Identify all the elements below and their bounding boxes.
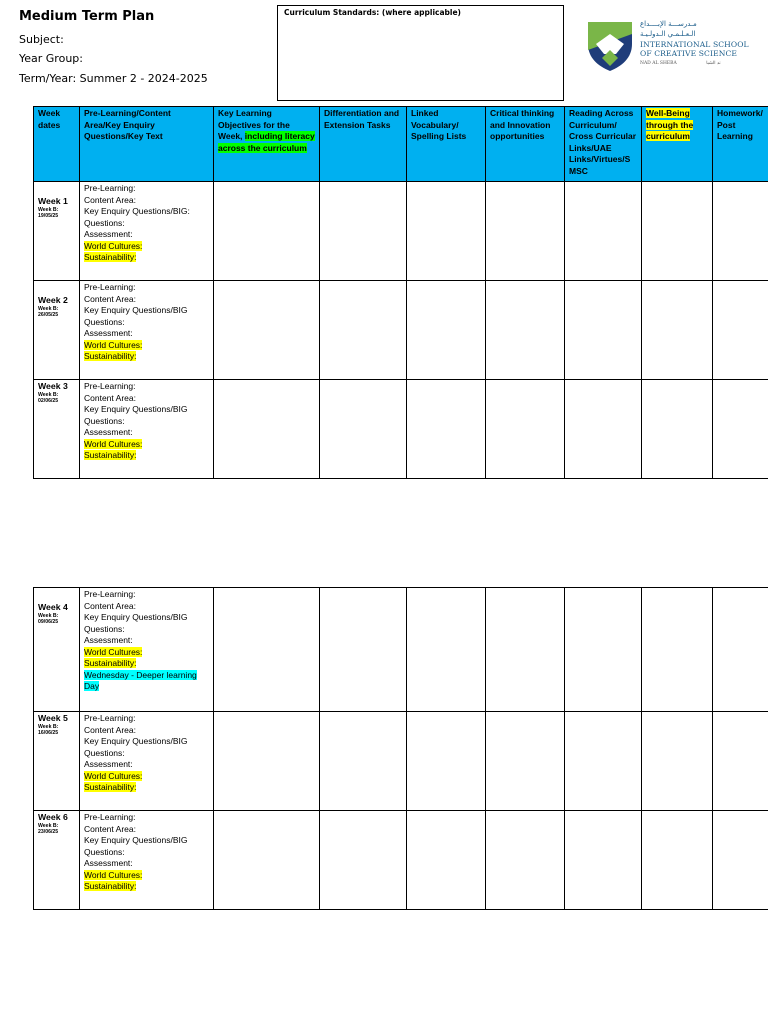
objectives-cell[interactable] bbox=[214, 380, 320, 479]
pre-learning-text: Pre-Learning: bbox=[84, 282, 136, 292]
enquiry-text-2: Questions: bbox=[84, 846, 125, 857]
content-area-text: Content Area: bbox=[84, 392, 136, 403]
subject-label: Subject: bbox=[19, 33, 64, 46]
enquiry-text-2: Questions: bbox=[84, 747, 125, 758]
col-critical-thinking: Critical thinking and Innovation opportunities bbox=[486, 107, 565, 182]
week-label: Week B: bbox=[38, 724, 59, 730]
differentiation-cell[interactable] bbox=[320, 712, 407, 811]
enquiry-text-2: Questions: bbox=[84, 316, 125, 327]
pre-learning-cell[interactable] bbox=[80, 811, 214, 910]
objectives-cell[interactable] bbox=[214, 281, 320, 380]
sustainability-text: Sustainability: bbox=[84, 881, 137, 891]
critical-thinking-cell[interactable] bbox=[486, 712, 565, 811]
week-label: Week B: bbox=[38, 613, 59, 619]
week-name: Week 2 bbox=[38, 295, 68, 305]
homework-cell[interactable] bbox=[713, 281, 768, 380]
pre-learning-cell[interactable] bbox=[80, 380, 214, 479]
critical-thinking-cell[interactable] bbox=[486, 811, 565, 910]
col-key-objectives bbox=[214, 107, 320, 182]
week-cell bbox=[34, 182, 80, 281]
logo-name-line-1: INTERNATIONAL SCHOOL bbox=[640, 40, 749, 49]
week-label: Week B: bbox=[38, 823, 59, 829]
critical-thinking-cell[interactable] bbox=[486, 588, 565, 712]
col-key-objectives-plain: Key Learning Objectives for the Week, bbox=[218, 108, 290, 141]
plan-table-part-1 bbox=[33, 106, 768, 479]
enquiry-text: Key Enquiry Questions/BIG: bbox=[84, 206, 190, 216]
week-date: 09/06/25 bbox=[38, 619, 59, 626]
pre-learning-cell[interactable] bbox=[80, 588, 214, 712]
assessment-text: Assessment: bbox=[84, 759, 133, 769]
week-date: 16/06/25 bbox=[38, 730, 59, 737]
week-cell bbox=[34, 281, 80, 380]
world-cultures-text: World Cultures: bbox=[84, 240, 143, 251]
week-name: Week 5 bbox=[38, 713, 68, 723]
col-week-dates: Week dates bbox=[34, 107, 80, 182]
col-well-being bbox=[642, 107, 713, 182]
table-row bbox=[34, 380, 768, 479]
week-date: 02/06/25 bbox=[38, 398, 59, 405]
curriculum-standards-box[interactable] bbox=[277, 5, 564, 101]
week-label: Week B: bbox=[38, 306, 59, 312]
homework-cell[interactable] bbox=[713, 712, 768, 811]
differentiation-cell[interactable] bbox=[320, 281, 407, 380]
well-being-cell[interactable] bbox=[642, 811, 713, 910]
sustainability-text: Sustainability: bbox=[84, 658, 137, 668]
enquiry-text-2: Questions: bbox=[84, 217, 125, 228]
homework-cell[interactable] bbox=[713, 811, 768, 910]
enquiry-text: Key Enquiry Questions/BIG bbox=[84, 404, 188, 414]
world-cultures-text: World Cultures: bbox=[84, 438, 143, 449]
pre-learning-text: Pre-Learning: bbox=[84, 713, 136, 723]
objectives-cell[interactable] bbox=[214, 811, 320, 910]
week-name: Week 3 bbox=[38, 381, 68, 391]
logo-location-ar: ند الشبا bbox=[706, 61, 721, 66]
pre-learning-text: Pre-Learning: bbox=[84, 812, 136, 822]
homework-cell[interactable] bbox=[713, 588, 768, 712]
reading-cell[interactable] bbox=[565, 182, 642, 281]
pre-learning-cell[interactable] bbox=[80, 182, 214, 281]
sustainability-text: Sustainability: bbox=[84, 252, 137, 262]
term-year-label: Term/Year: Summer 2 - 2024-2025 bbox=[19, 72, 208, 85]
pre-learning-text: Pre-Learning: bbox=[84, 183, 136, 193]
well-being-cell[interactable] bbox=[642, 281, 713, 380]
enquiry-text-2: Questions: bbox=[84, 623, 125, 634]
assessment-text: Assessment: bbox=[84, 427, 133, 437]
table-row bbox=[34, 182, 768, 281]
enquiry-text-2: Questions: bbox=[84, 415, 125, 426]
reading-cell[interactable] bbox=[565, 712, 642, 811]
reading-cell[interactable] bbox=[565, 588, 642, 712]
assessment-text: Assessment: bbox=[84, 858, 133, 868]
homework-cell[interactable] bbox=[713, 380, 768, 479]
table-row bbox=[34, 281, 768, 380]
week-name: Week 1 bbox=[38, 196, 68, 206]
week-date: 19/05/25 bbox=[38, 213, 59, 220]
differentiation-cell[interactable] bbox=[320, 588, 407, 712]
week-cell bbox=[34, 380, 80, 479]
week-label: Week B: bbox=[38, 392, 59, 398]
year-group-label: Year Group: bbox=[19, 52, 83, 65]
well-being-cell[interactable] bbox=[642, 380, 713, 479]
col-key-objectives-highlight: including literacy across the curriculum bbox=[218, 131, 315, 153]
world-cultures-text: World Cultures: bbox=[84, 339, 143, 350]
vocabulary-cell[interactable] bbox=[407, 712, 486, 811]
pre-learning-cell[interactable] bbox=[80, 712, 214, 811]
vocabulary-cell[interactable] bbox=[407, 281, 486, 380]
differentiation-cell[interactable] bbox=[320, 380, 407, 479]
week-date: 26/05/25 bbox=[38, 312, 59, 319]
content-area-text: Content Area: bbox=[84, 600, 136, 611]
world-cultures-text: World Cultures: bbox=[84, 869, 143, 880]
well-being-cell[interactable] bbox=[642, 588, 713, 712]
pre-learning-text: Pre-Learning: bbox=[84, 381, 136, 391]
well-being-cell[interactable] bbox=[642, 182, 713, 281]
differentiation-cell[interactable] bbox=[320, 182, 407, 281]
school-crest-icon bbox=[586, 20, 634, 72]
assessment-text: Assessment: bbox=[84, 229, 133, 239]
reading-cell[interactable] bbox=[565, 281, 642, 380]
differentiation-cell[interactable] bbox=[320, 811, 407, 910]
table-row bbox=[34, 811, 768, 910]
pre-learning-text: Pre-Learning: bbox=[84, 589, 136, 599]
curriculum-standards-label: Curriculum Standards: (where applicable) bbox=[284, 8, 461, 17]
vocabulary-cell[interactable] bbox=[407, 380, 486, 479]
table-header-row bbox=[34, 107, 768, 182]
assessment-text: Assessment: bbox=[84, 328, 133, 338]
plan-table-part-2 bbox=[33, 587, 768, 910]
vocabulary-cell[interactable] bbox=[407, 811, 486, 910]
logo-name-line-2: OF CREATIVE SCIENCE bbox=[640, 49, 738, 58]
content-area-text: Content Area: bbox=[84, 293, 136, 304]
objectives-cell[interactable] bbox=[214, 182, 320, 281]
enquiry-text: Key Enquiry Questions/BIG bbox=[84, 835, 188, 845]
logo-location bbox=[640, 61, 721, 66]
enquiry-text: Key Enquiry Questions/BIG bbox=[84, 736, 188, 746]
col-vocabulary: Linked Vocabulary/ Spelling Lists bbox=[407, 107, 486, 182]
week-name: Week 4 bbox=[38, 602, 68, 612]
week-label: Week B: bbox=[38, 207, 59, 213]
vocabulary-cell[interactable] bbox=[407, 182, 486, 281]
logo-arabic-line-2: الـعـلـمـي الـدولـيـة bbox=[640, 30, 696, 38]
sustainability-text: Sustainability: bbox=[84, 782, 137, 792]
week-cell bbox=[34, 712, 80, 811]
table-row bbox=[34, 588, 768, 712]
vocabulary-cell[interactable] bbox=[407, 588, 486, 712]
page-title: Medium Term Plan bbox=[19, 9, 155, 24]
objectives-cell[interactable] bbox=[214, 588, 320, 712]
content-area-text: Content Area: bbox=[84, 724, 136, 735]
week-cell bbox=[34, 588, 80, 712]
col-homework: Homework/ Post Learning bbox=[713, 107, 768, 182]
table-row bbox=[34, 712, 768, 811]
col-differentiation: Differentiation and Extension Tasks bbox=[320, 107, 407, 182]
world-cultures-text: World Cultures: bbox=[84, 770, 143, 781]
logo-location-en: NAD AL SHEBA bbox=[640, 61, 677, 66]
sustainability-text: Sustainability: bbox=[84, 450, 137, 460]
content-area-text: Content Area: bbox=[84, 194, 136, 205]
world-cultures-text: World Cultures: bbox=[84, 646, 143, 657]
col-pre-learning: Pre-Learning/Content Area/Key Enquiry Questions/Key Text bbox=[80, 107, 214, 182]
sustainability-text: Sustainability: bbox=[84, 351, 137, 361]
week-cell bbox=[34, 811, 80, 910]
pre-learning-cell[interactable] bbox=[80, 281, 214, 380]
reading-cell[interactable] bbox=[565, 811, 642, 910]
well-being-cell[interactable] bbox=[642, 712, 713, 811]
week-name: Week 6 bbox=[38, 812, 68, 822]
content-area-text: Content Area: bbox=[84, 823, 136, 834]
critical-thinking-cell[interactable] bbox=[486, 380, 565, 479]
deeper-learning-note: Wednesday - Deeper learning Day bbox=[84, 669, 197, 691]
homework-cell[interactable] bbox=[713, 182, 768, 281]
critical-thinking-cell[interactable] bbox=[486, 281, 565, 380]
logo-arabic-line-1: مـدرســـة الإبــــداع bbox=[640, 20, 697, 28]
enquiry-text: Key Enquiry Questions/BIG bbox=[84, 305, 188, 315]
school-logo bbox=[586, 20, 756, 72]
col-well-being-label: Well-Being through the curriculum bbox=[646, 108, 694, 141]
col-reading-across: Reading Across Curriculum/ Cross Curricular Links/UAE Links/Virtues/S MSC bbox=[565, 107, 642, 182]
reading-cell[interactable] bbox=[565, 380, 642, 479]
enquiry-text: Key Enquiry Questions/BIG bbox=[84, 612, 188, 622]
week-date: 23/06/25 bbox=[38, 829, 59, 836]
objectives-cell[interactable] bbox=[214, 712, 320, 811]
critical-thinking-cell[interactable] bbox=[486, 182, 565, 281]
assessment-text: Assessment: bbox=[84, 635, 133, 645]
